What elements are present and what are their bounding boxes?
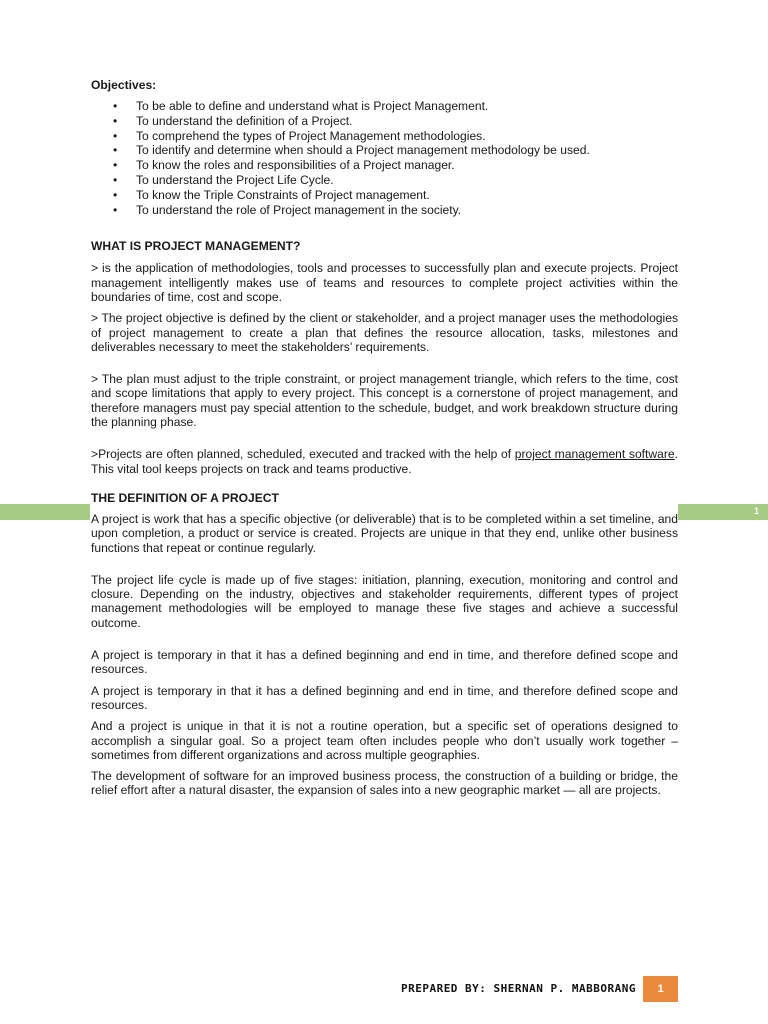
objective-item: • To comprehend the types of Project Management methodologies. [113,128,486,143]
bullet-icon: • [113,172,118,187]
project-management-software-link[interactable]: project management software [514,447,675,462]
bullet-icon: • [113,158,118,173]
bullet-icon: • [113,128,118,143]
objective-item: • To understand the Project Life Cycle. [113,172,334,187]
paragraph: The project life cycle is made up of five stages: initiation, planning, execution, monitoring and control and closure. Depending on the industry, objectives and stakeholder requirements, different types of project management methodologies will be employed to manage these five stages and achieve a successful outcome. [91,572,678,630]
bullet-icon: • [113,99,118,113]
section-heading-definition-of-project: THE DEFINITION OF A PROJECT [91,490,279,505]
paragraph: A project is temporary in that it has a defined beginning and end in time, and therefore defined scope and resources. [91,648,678,677]
section-heading-project-management: WHAT IS PROJECT MANAGEMENT? [91,239,301,254]
document-content [91,77,678,798]
objective-item: • To know the roles and responsibilities of a Project manager. [113,158,455,173]
paragraph-with-link: >Projects are often planned, scheduled, executed and tracked with the help of project management software. This vital tool keeps projects on track and teams productive. [91,447,678,476]
paragraph: The development of software for an improved business process, the construction of a building or bridge, the relief effort after a natural disaster, the expansion of sales into a new geographic market — all are projects. [91,769,678,798]
objectives-list [91,99,678,217]
paragraph: > The project objective is defined by the client or stakeholder, and a project manager uses the methodologies of project management to create a plan that defines the resource allocation, tasks, milestones and deliverables necessary to meet the stakeholders’ requirements. [91,311,678,354]
paragraph: A project is temporary in that it has a defined beginning and end in time, and therefore defined scope and resources. [91,683,678,712]
paragraph: > The plan must adjust to the triple constraint, or project management triangle, which refers to the time, cost and scope limitations that apply to every project. This concept is a cornerstone of project management, and therefore managers must pay special attention to the schedule, budget, and work breakdown structure during the planning phase. [91,372,678,430]
paragraph: A project is work that has a specific objective (or deliverable) that is to be completed within a set timeline, and upon completion, a product or service is created. Projects are unique in that they end, unlike other business functions that repeat or continue regularly. [91,511,678,555]
side-page-number: 1 [753,506,759,516]
paragraph: And a project is unique in that it is not a routine operation, but a specific set of operations designed to accomplish a singular goal. So a project team often includes people who don’t usually work together – sometimes from different organizations and across multiple geographies. [91,719,678,762]
bullet-icon: • [113,143,118,158]
bullet-icon: • [113,187,118,202]
objectives-heading: Objectives: [91,78,157,92]
bullet-icon: • [113,113,118,128]
bullet-icon: • [113,202,118,217]
green-divider-left [0,504,90,520]
page-number-badge: 1 [643,976,678,1002]
objective-item: • To be able to define and understand what is Project Management. [113,99,489,113]
paragraph: > is the application of methodologies, tools and processes to successfully plan and execute projects. Project management intelligently makes use of teams and resources to complete project activities within the boundaries of time, cost and scope. [91,261,678,304]
objective-item: • To understand the definition of a Project. [113,113,353,128]
objective-item: • To know the Triple Constraints of Project management. [113,187,430,202]
footer-prepared-by: PREPARED BY: SHERNAN P. MABBORANG [400,982,636,995]
green-divider-right [678,504,768,520]
objective-item: • To identify and determine when should a Project management methodology be used. [113,143,590,158]
objective-item: • To understand the role of Project management in the society. [113,202,462,217]
